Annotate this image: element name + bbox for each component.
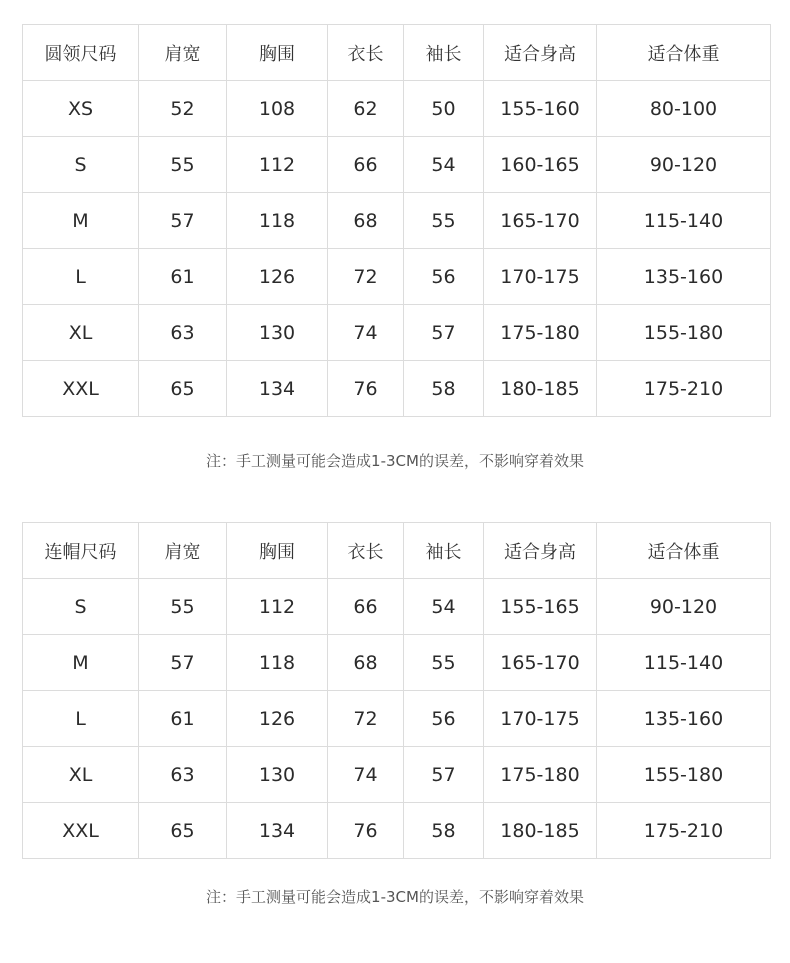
cell-height: 165-170 [484,635,597,691]
cell-height: 155-160 [484,81,597,137]
cell-length: 62 [328,81,404,137]
cell-height: 165-170 [484,193,597,249]
cell-height: 180-185 [484,361,597,417]
cell-length: 76 [328,361,404,417]
cell-size: XL [23,305,139,361]
cell-sleeve: 55 [404,193,484,249]
cell-length: 66 [328,579,404,635]
cell-chest: 126 [227,691,328,747]
cell-size: XL [23,747,139,803]
cell-weight: 175-210 [597,803,771,859]
cell-length: 76 [328,803,404,859]
cell-shoulder: 61 [139,249,227,305]
cell-size: L [23,691,139,747]
cell-sleeve: 55 [404,635,484,691]
cell-shoulder: 65 [139,361,227,417]
cell-sleeve: 57 [404,747,484,803]
cell-height: 170-175 [484,691,597,747]
cell-size: S [23,137,139,193]
cell-shoulder: 57 [139,635,227,691]
cell-sleeve: 56 [404,691,484,747]
cell-size: XXL [23,803,139,859]
cell-shoulder: 55 [139,137,227,193]
cell-chest: 112 [227,137,328,193]
cell-size: S [23,579,139,635]
header-weight: 适合体重 [597,25,771,81]
cell-length: 68 [328,193,404,249]
table-row [23,305,771,361]
cell-shoulder: 63 [139,747,227,803]
header-weight: 适合体重 [597,523,771,579]
cell-weight: 155-180 [597,305,771,361]
cell-weight: 135-160 [597,249,771,305]
cell-size: M [23,635,139,691]
cell-shoulder: 65 [139,803,227,859]
cell-weight: 115-140 [597,635,771,691]
cell-chest: 118 [227,193,328,249]
cell-sleeve: 50 [404,81,484,137]
header-sleeve: 袖长 [404,523,484,579]
cell-size: M [23,193,139,249]
cell-sleeve: 54 [404,579,484,635]
header-sleeve: 袖长 [404,25,484,81]
cell-length: 66 [328,137,404,193]
cell-sleeve: 56 [404,249,484,305]
cell-weight: 115-140 [597,193,771,249]
table-header-row [23,523,771,579]
cell-length: 72 [328,249,404,305]
table-row [23,635,771,691]
cell-height: 180-185 [484,803,597,859]
cell-shoulder: 57 [139,193,227,249]
header-height: 适合身高 [484,523,597,579]
measurement-note: 注：手工测量可能会造成1-3CM的误差，不影响穿着效果 [206,452,584,470]
cell-size: L [23,249,139,305]
header-shoulder: 肩宽 [139,25,227,81]
header-height: 适合身高 [484,25,597,81]
cell-weight: 155-180 [597,747,771,803]
header-chest: 胸围 [227,25,328,81]
table-row [23,81,771,137]
cell-sleeve: 54 [404,137,484,193]
cell-height: 175-180 [484,305,597,361]
cell-weight: 175-210 [597,361,771,417]
cell-chest: 108 [227,81,328,137]
header-shoulder: 肩宽 [139,523,227,579]
header-size: 圆领尺码 [23,25,139,81]
cell-sleeve: 58 [404,803,484,859]
cell-shoulder: 52 [139,81,227,137]
cell-size: XS [23,81,139,137]
table-row [23,137,771,193]
table-row [23,361,771,417]
cell-sleeve: 57 [404,305,484,361]
cell-chest: 130 [227,305,328,361]
cell-weight: 135-160 [597,691,771,747]
table-header-row [23,25,771,81]
cell-height: 175-180 [484,747,597,803]
cell-height: 155-165 [484,579,597,635]
cell-sleeve: 58 [404,361,484,417]
table-row [23,193,771,249]
header-length: 衣长 [328,25,404,81]
table-row [23,249,771,305]
cell-weight: 80-100 [597,81,771,137]
cell-height: 160-165 [484,137,597,193]
table-row [23,579,771,635]
table-row [23,747,771,803]
header-length: 衣长 [328,523,404,579]
measurement-note: 注：手工测量可能会造成1-3CM的误差，不影响穿着效果 [206,888,584,906]
header-size: 连帽尺码 [23,523,139,579]
cell-chest: 134 [227,361,328,417]
cell-chest: 112 [227,579,328,635]
cell-shoulder: 61 [139,691,227,747]
cell-chest: 118 [227,635,328,691]
cell-chest: 126 [227,249,328,305]
cell-chest: 134 [227,803,328,859]
cell-height: 170-175 [484,249,597,305]
table-row [23,803,771,859]
cell-shoulder: 63 [139,305,227,361]
cell-length: 72 [328,691,404,747]
cell-chest: 130 [227,747,328,803]
table-row [23,691,771,747]
cell-weight: 90-120 [597,137,771,193]
crew-neck-size-table [22,24,771,417]
cell-length: 74 [328,747,404,803]
hoodie-size-table [22,522,771,859]
header-chest: 胸围 [227,523,328,579]
cell-weight: 90-120 [597,579,771,635]
cell-shoulder: 55 [139,579,227,635]
cell-length: 74 [328,305,404,361]
cell-length: 68 [328,635,404,691]
cell-size: XXL [23,361,139,417]
